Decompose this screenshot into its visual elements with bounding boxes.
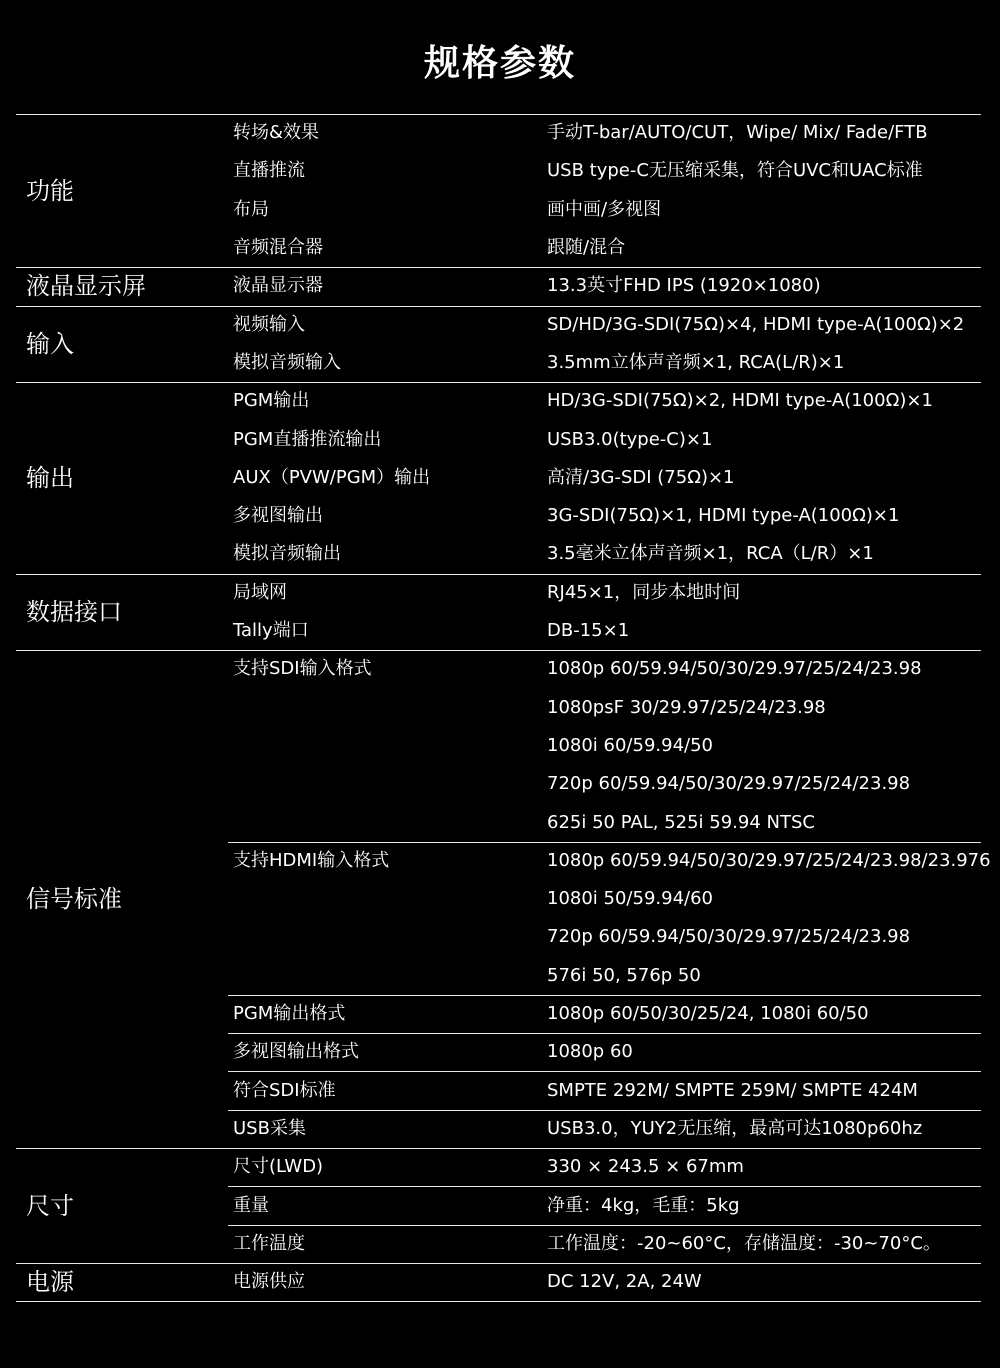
spec-category: 输入 <box>26 330 74 358</box>
spec-key: 尺寸(LWD) <box>233 1156 324 1177</box>
spec-key: 转场&效果 <box>233 122 320 143</box>
spec-value: SMPTE 292M/ SMPTE 259M/ SMPTE 424M <box>547 1080 918 1101</box>
spec-key: Tally端口 <box>233 620 309 641</box>
spec-value: 1080psF 30/29.97/25/24/23.98 <box>547 697 826 718</box>
spec-key: PGM输出 <box>233 390 310 411</box>
section-divider <box>16 114 981 115</box>
section-divider <box>16 1148 981 1149</box>
spec-key: 直播推流 <box>233 160 305 181</box>
row-divider <box>228 842 981 843</box>
spec-key: 符合SDI标准 <box>233 1080 336 1101</box>
spec-value: 净重：4kg，毛重：5kg <box>547 1195 740 1216</box>
spec-value: SD/HD/3G-SDI(75Ω)×4, HDMI type-A(100Ω)×2 <box>547 314 965 335</box>
spec-value: 625i 50 PAL, 525i 59.94 NTSC <box>547 812 815 833</box>
spec-key: 局域网 <box>233 582 287 603</box>
row-divider <box>228 1225 981 1226</box>
spec-value: 工作温度：-20~60°C，存储温度：-30~70°C。 <box>547 1233 941 1254</box>
row-divider <box>228 1033 981 1034</box>
spec-value: 1080i 60/59.94/50 <box>547 735 713 756</box>
row-divider <box>228 1186 981 1187</box>
spec-value: 1080i 50/59.94/60 <box>547 888 713 909</box>
spec-value: 1080p 60/59.94/50/30/29.97/25/24/23.98 <box>547 658 922 679</box>
spec-category: 电源 <box>26 1268 74 1296</box>
spec-category: 液晶显示屏 <box>26 272 146 300</box>
spec-key: AUX（PVW/PGM）输出 <box>233 467 431 488</box>
row-divider <box>228 995 981 996</box>
section-divider <box>16 574 981 575</box>
spec-value: USB3.0，YUY2无压缩，最高可达1080p60hz <box>547 1118 923 1139</box>
spec-value: HD/3G-SDI(75Ω)×2, HDMI type-A(100Ω)×1 <box>547 390 933 411</box>
page-title: 规格参数 <box>423 43 576 84</box>
spec-value: 画中画/多视图 <box>547 199 662 220</box>
spec-value: 330 × 243.5 × 67mm <box>547 1156 744 1177</box>
spec-value: DC 12V, 2A, 24W <box>547 1271 702 1292</box>
spec-key: 多视图输出格式 <box>233 1041 359 1062</box>
spec-category: 尺寸 <box>26 1192 74 1220</box>
spec-key: 支持SDI输入格式 <box>233 658 372 679</box>
spec-category: 输出 <box>26 464 74 492</box>
spec-value: 13.3英寸FHD IPS (1920×1080) <box>547 275 821 296</box>
section-divider <box>16 306 981 307</box>
spec-key: PGM输出格式 <box>233 1003 346 1024</box>
spec-key: 视频输入 <box>233 314 305 335</box>
spec-value: 3.5毫米立体声音频×1，RCA（L/R）×1 <box>547 543 874 564</box>
spec-value: 576i 50, 576p 50 <box>547 965 701 986</box>
spec-key: 多视图输出 <box>233 505 323 526</box>
spec-key: 支持HDMI输入格式 <box>233 850 390 871</box>
spec-category: 数据接口 <box>26 598 122 626</box>
spec-value: USB type-C无压缩采集，符合UVC和UAC标准 <box>547 160 923 181</box>
spec-value: RJ45×1，同步本地时间 <box>547 582 741 603</box>
spec-value: USB3.0(type-C)×1 <box>547 429 713 450</box>
spec-key: 液晶显示器 <box>233 275 323 296</box>
section-divider <box>16 1263 981 1264</box>
section-divider <box>16 267 981 268</box>
spec-category: 功能 <box>26 177 74 205</box>
spec-key: PGM直播推流输出 <box>233 429 382 450</box>
row-divider <box>228 1071 981 1072</box>
spec-value: 720p 60/59.94/50/30/29.97/25/24/23.98 <box>547 773 911 794</box>
spec-key: 音频混合器 <box>233 237 323 258</box>
spec-value: DB-15×1 <box>547 620 630 641</box>
spec-value: 手动T-bar/AUTO/CUT，Wipe/ Mix/ Fade/FTB <box>547 122 928 143</box>
section-divider <box>16 1301 981 1302</box>
spec-key: 布局 <box>233 199 269 220</box>
spec-key: USB采集 <box>233 1118 306 1139</box>
spec-key: 重量 <box>233 1195 269 1216</box>
spec-value: 3.5mm立体声音频×1, RCA(L/R)×1 <box>547 352 845 373</box>
section-divider <box>16 650 981 651</box>
spec-key: 模拟音频输入 <box>233 352 341 373</box>
section-divider <box>16 382 981 383</box>
spec-key: 电源供应 <box>233 1271 305 1292</box>
spec-value: 720p 60/59.94/50/30/29.97/25/24/23.98 <box>547 926 911 947</box>
spec-value: 高清/3G-SDI (75Ω)×1 <box>547 467 735 488</box>
row-divider <box>228 1110 981 1111</box>
spec-value: 跟随/混合 <box>547 237 626 258</box>
spec-value: 1080p 60 <box>547 1041 633 1062</box>
spec-key: 模拟音频输出 <box>233 543 341 564</box>
spec-value: 3G-SDI(75Ω)×1, HDMI type-A(100Ω)×1 <box>547 505 900 526</box>
spec-key: 工作温度 <box>233 1233 305 1254</box>
spec-category: 信号标准 <box>26 885 122 913</box>
spec-value: 1080p 60/59.94/50/30/29.97/25/24/23.98/23.976 <box>547 850 991 871</box>
spec-value: 1080p 60/50/30/25/24, 1080i 60/50 <box>547 1003 869 1024</box>
